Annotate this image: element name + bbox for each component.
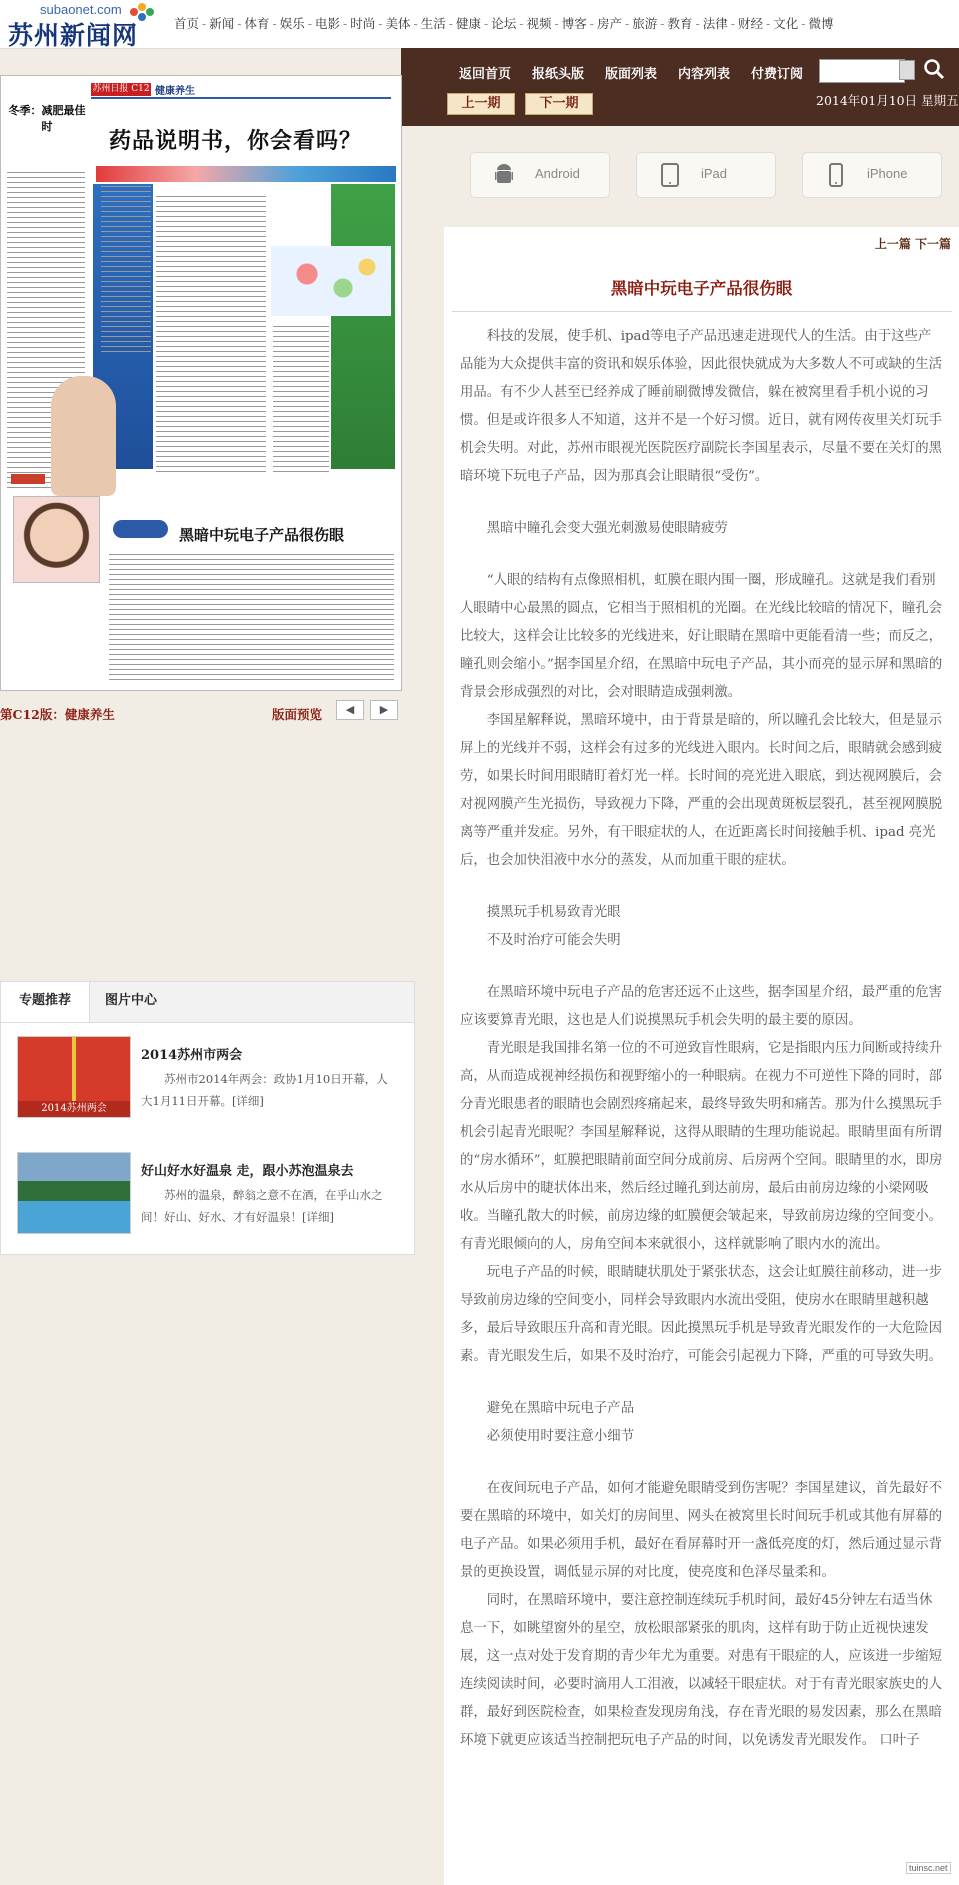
site-logo[interactable]: 苏州新闻网	[8, 22, 139, 50]
nav-separator: -	[272, 16, 277, 31]
article-paragraph: 科技的发展，使手机、ipad等电子产品迅速走进现代人的生活。由于这些产品能为大众提供丰富的资讯和娱乐体验，因此很快就成为大多数人不可或缺的生活用品。有不少人甚至已经养成了睡前刷微博发微信，躲在被窝里看手机小说的习惯。但是或许很多人不知道，这并不是一个好习惯。近日，就有网传夜里关灯玩手机会失明。对此，苏州市眼视光医院医疗副院长李国星表示，尽量不要在关灯的黑暗环境下玩电子产品，因为那真会让眼睛很“受伤”。	[460, 329, 943, 484]
paper-section-badge	[113, 520, 168, 538]
android-app-button[interactable]	[470, 152, 610, 198]
watermark: tuinsc.net	[906, 1862, 951, 1874]
paper-text-block	[101, 186, 151, 356]
article-paragraph: 在黑暗环境中玩电子产品的危害还远不止这些，据李国星介绍，最严重的危害应该要算青光眼，这也是人们说摸黑玩手机会失明的最主要的原因。	[460, 985, 943, 1028]
nav-separator: -	[237, 16, 242, 31]
iphone-label: iPhone	[867, 166, 908, 181]
paper-section-label: 健康养生	[155, 86, 195, 97]
article-paragraph: 玩电子产品的时候，眼睛睫状肌处于紧张状态，这会让虹膜往前移动，进一步导致前房边缘的空间变小，同样会导致眼内水流出受阻，使房水在眼睛里越积越多，最后导致眼压升高和青光眼。因此摸黑玩手机是导致青光眼发作的一大危险因素。青光眼发生后，如果不及时治疗，可能会引起视力下降，严重的可导致失明。	[460, 1265, 943, 1364]
paper-baby-photo	[13, 496, 100, 583]
nav-separator: -	[730, 16, 735, 31]
paper-text-block	[156, 196, 266, 476]
nav-separator: -	[378, 16, 383, 31]
paper-headline2-link[interactable]: 黑暗中玩电子产品很伤眼	[179, 526, 345, 544]
ipad-app-button[interactable]	[636, 152, 776, 198]
nav-item[interactable]: 房产	[597, 16, 623, 31]
recommend-panel	[0, 981, 415, 1255]
article-paragraph: “人眼的结构有点像照相机，虹膜在眼内围一圈，形成瞳孔。这就是我们看别人眼睛中心最黑的圆点，它相当于照相机的光圈。在光线比较暗的情况下，瞳孔会比较大，这样会让比较多的光线进来，好让眼睛在黑暗中更能看清一些；而反之，瞳孔则会缩小。”据李国星介绍，在黑暗中玩电子产品，其小而亮的显示屏和黑暗的背景会形成强烈的对比，会对眼睛造成强刺激。	[460, 573, 943, 700]
link-subscribe[interactable]: 付费订阅	[751, 67, 804, 82]
nav-separator: -	[801, 16, 806, 31]
link-page-list[interactable]: 版面列表	[605, 67, 658, 82]
article-prev-next-links[interactable]: 上一篇 下一篇	[874, 237, 951, 251]
nav-separator: -	[413, 16, 418, 31]
tab-special-topics[interactable]: 专题推荐	[1, 982, 90, 1022]
tab-photo-center[interactable]: 图片中心	[105, 993, 158, 1008]
nav-item[interactable]: 法律	[702, 16, 728, 31]
paper-pills-photo	[271, 246, 391, 316]
link-home[interactable]: 返回首页	[459, 67, 512, 82]
nav-item[interactable]: 教育	[667, 16, 693, 31]
nav-separator: -	[343, 16, 348, 31]
nav-separator: -	[625, 16, 630, 31]
phone-icon	[827, 163, 845, 187]
recommend-image[interactable]	[17, 1036, 131, 1118]
article-paragraph: 不及时治疗可能会失明	[486, 933, 621, 948]
page-label[interactable]: 第C12版：健康养生	[0, 707, 115, 722]
nav-item[interactable]: 生活	[420, 16, 446, 31]
nav-separator: -	[660, 16, 665, 31]
paper-left-title: 冬季：减肥最佳时	[8, 104, 86, 133]
nav-separator: -	[484, 16, 489, 31]
paper-logo: 苏州日报 C12	[92, 84, 150, 94]
newspaper-page-image[interactable]	[0, 75, 402, 691]
nav-item[interactable]: 时尚	[350, 16, 376, 31]
article-body	[460, 323, 944, 1755]
paper-masthead	[91, 83, 391, 99]
paper-text-block	[109, 554, 394, 684]
issue-date: 2014年01月10日 星期五	[816, 93, 959, 108]
page-preview-label: 版面预览	[272, 707, 323, 722]
paper-headline-link[interactable]: 药品说明书，你会看吗？	[109, 128, 363, 154]
article-paragraph: 李国星解释说，黑暗环境中，由于背景是暗的，所以瞳孔会比较大，但是显示屏上的光线并不弱，这样会有过多的光线进入眼内。长时间之后，眼睛就会感到疲劳，如果长时间用眼睛盯着灯光一样。长时间的亮光进入眼底，到达视网膜后，会对视网膜产生光损伤，导致视力下降，严重的会出现黄斑板层裂孔，甚至视网膜脱离等严重并发症。另外，有干眼症状的人，在近距离长时间接触手机、ipad 亮光后，也会加快泪液中水分的蒸发，从而加重干眼的症状。	[460, 713, 943, 868]
article-paragraph: 在夜间玩电子产品，如何才能避免眼睛受到伤害呢？李国星建议，首先最好不要在黑暗的环境中，如关灯的房间里、网头在被窝里长时间玩手机或其他有屏幕的电子产品。如果必须用手机，最好在看屏幕时开一盏低亮度的灯，然后通过显示背景的更换设置，调低显示屏的对比度，使亮度和色泽尽量柔和。	[460, 1481, 943, 1580]
nav-separator: -	[519, 16, 524, 31]
nav-item[interactable]: 视频	[526, 16, 552, 31]
paragraph-gap	[460, 543, 944, 567]
android-icon	[495, 163, 513, 187]
article-paragraph: 同时，在黑暗环境中，要注意控制连续玩手机时间，最好45分钟左右适当休息一下，如眺望窗外的星空，放松眼部紧张的肌肉，这样有助于防止近视快速发展，这一点对处于发育期的青少年尤为重要。对患有干眼症的人，应该进一步缩短连续阅读时间，必要时滴用人工泪液，以减轻干眼症状。对于有青光眼家族史的人群，最好到医院检查，如果检查发现房角浅，存在青光眼的易发因素，那么在黑暗环境下就更应该适当控制把玩电子产品的时间，以免诱发青光眼发作。 口叶子	[460, 1593, 943, 1748]
paper-text-block	[273, 326, 329, 476]
search-icon[interactable]	[923, 58, 945, 80]
paragraph-gap	[460, 1451, 944, 1475]
recommend-tabs	[1, 982, 414, 1023]
iphone-app-button[interactable]	[802, 152, 942, 198]
nav-separator: -	[448, 16, 453, 31]
nav-separator: -	[202, 16, 207, 31]
nav-item[interactable]: 博客	[561, 16, 587, 31]
article-paragraph: 青光眼是我国排名第一位的不可逆致盲性眼病，它是指眼内压力间断或持续升高，从而造成视神经损伤和视野缩小的一种眼病。在视力不可逆性下降的同时，部分青光眼患者的眼睛也会剧烈疼痛起来，最终导致失明和痛苦。那为什么摸黑玩手机会引起青光眼呢？李国星解释说，这得从眼睛的生理功能说起。眼睛里面有所谓的“房水循环”，虹膜把眼睛前面空间分成前房、后房两个空间。眼睛里的水，即房水从后房中的睫状体出来，然后经过瞳孔到达前房，最后由前房边缘的小梁网吸收。当瞳孔散大的时候，前房边缘的虹膜便会皱起来，导致前房边缘的空间变小。有青光眼倾向的人，房角空间本来就很小，这样就影响了眼内水的流出。	[460, 1041, 943, 1252]
nav-separator: -	[695, 16, 700, 31]
nav-item[interactable]: 旅游	[632, 16, 658, 31]
recommend-desc: 苏州的温泉，醉翁之意不在酒，在乎山水之间！好山、好水、才有好温泉！[详细]	[141, 1188, 383, 1224]
search-dropdown-button[interactable]	[899, 60, 915, 80]
nav-item[interactable]: 文化	[773, 16, 799, 31]
main-nav	[174, 14, 834, 32]
recommend-image[interactable]	[17, 1152, 131, 1234]
article-paragraph: 摸黑玩手机易致青光眼	[486, 905, 621, 920]
nav-separator: -	[554, 16, 559, 31]
nav-item[interactable]: 健康	[456, 16, 482, 31]
recommend-title-link[interactable]: 好山好水好温泉 走，跟小苏泡温泉去	[141, 1164, 354, 1179]
paper-decor-band	[96, 166, 396, 182]
prev-issue-button[interactable]: 上一期	[447, 93, 515, 115]
prev-page-button[interactable]: ◀	[336, 700, 364, 720]
nav-item[interactable]: 微博	[808, 16, 834, 31]
paragraph-gap	[460, 1371, 944, 1395]
android-label: Android	[535, 166, 580, 181]
nav-item[interactable]: 美体	[385, 16, 411, 31]
article-paragraph: 黑暗中瞳孔会变大强光刺激易使眼睛疲劳	[486, 521, 728, 536]
nav-item[interactable]: 电影	[315, 16, 341, 31]
next-page-button[interactable]: ▶	[370, 700, 398, 720]
nav-item[interactable]: 财经	[738, 16, 764, 31]
nav-item[interactable]: 新闻	[209, 16, 235, 31]
next-issue-button[interactable]: 下一期	[525, 93, 593, 115]
paragraph-gap	[460, 955, 944, 979]
nav-item[interactable]: 首页	[174, 16, 200, 31]
nav-item[interactable]: 论坛	[491, 16, 517, 31]
link-content-list[interactable]: 内容列表	[678, 67, 731, 82]
recommend-image-label: 2014苏州两会	[18, 1101, 130, 1117]
article-panel	[444, 227, 959, 1885]
ipad-label: iPad	[701, 166, 728, 181]
search-input[interactable]	[819, 59, 905, 83]
recommend-desc: 苏州市2014年两会：政协1月10日开幕，人大1月11日开幕。[详细]	[141, 1072, 388, 1108]
nav-item[interactable]: 娱乐	[279, 16, 305, 31]
nav-separator: -	[307, 16, 312, 31]
recommend-title-link[interactable]: 2014苏州市两会	[141, 1048, 243, 1063]
paragraph-gap	[460, 875, 944, 899]
logo-domain[interactable]: subaonet.com	[40, 2, 122, 17]
nav-separator: -	[589, 16, 594, 31]
toolbar	[401, 48, 959, 126]
site-header	[0, 0, 959, 49]
nav-separator: -	[766, 16, 771, 31]
title-divider	[452, 311, 952, 312]
article-paragraph: 必须使用时要注意小细节	[486, 1429, 635, 1444]
paragraph-gap	[460, 491, 944, 515]
paper-decor-band	[331, 184, 395, 469]
paper-hand-photo	[51, 376, 116, 496]
nav-item[interactable]: 体育	[244, 16, 270, 31]
tablet-icon	[661, 163, 679, 187]
article-title: 黑暗中玩电子产品很伤眼	[610, 279, 793, 298]
link-front-page[interactable]: 报纸头版	[532, 67, 585, 82]
paper-tag	[11, 474, 45, 484]
article-paragraph: 避免在黑暗中玩电子产品	[486, 1401, 635, 1416]
